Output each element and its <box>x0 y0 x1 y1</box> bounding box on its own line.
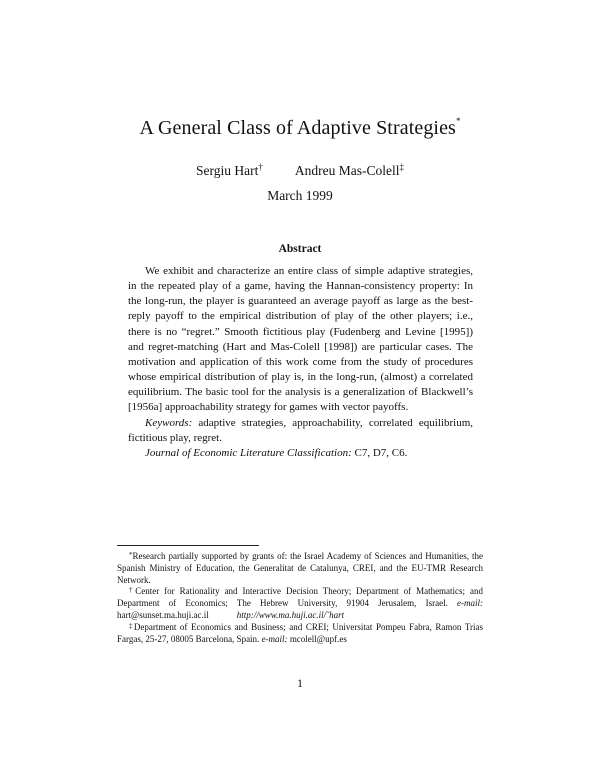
abstract-heading: Abstract <box>278 243 322 255</box>
author-list <box>0 163 600 179</box>
email-address[interactable]: mcolell@upf.es <box>289 633 347 644</box>
email-address[interactable]: hart@sunset.ma.huji.ac.il <box>117 609 209 620</box>
footnote <box>117 586 483 621</box>
email-label: e-mail: <box>457 598 484 609</box>
footnote <box>117 622 483 646</box>
email-label: e-mail: <box>261 633 288 644</box>
keywords-line <box>128 416 473 446</box>
paper-date: March 1999 <box>267 188 333 203</box>
footnote-text: Research partially supported by grants of: the Israel Academy of Sciences and Humanities, the Spanish Ministry of Education, the Generalitat de Catalunya, CREI, and the EU-TMR Research Network. <box>117 551 483 585</box>
footnote-text: Department of Economics and Business; and CREI; Universitat Pompeu Fabra, Ramon Trias Fargas, 25-27, 08005 Barcelona, Spain. <box>117 621 483 644</box>
footnote-mark: * <box>129 551 133 559</box>
jel-line <box>128 446 473 461</box>
homepage-link[interactable]: http://www.ma.huji.ac.il/˜hart <box>236 609 345 620</box>
keywords-text: adaptive strategies, approachability, correlated equilibrium, fictitious play, regret. <box>128 416 474 444</box>
footnote-mark: † <box>129 586 136 595</box>
footnote-text: Center for Rationality and Interactive Decision Theory; Department of Mathematics; and Department of Economics; The Hebrew University, 91904 Jerusalem, Israel. <box>117 586 484 609</box>
author-name: Andreu Mas-Colell <box>294 163 400 178</box>
author-name: Sergiu Hart <box>196 163 259 178</box>
footnote-rule <box>117 545 259 546</box>
paper-title <box>0 117 600 140</box>
author-footnote-mark: † <box>258 162 263 172</box>
page-number: 1 <box>297 676 303 690</box>
footnote <box>117 551 483 586</box>
title-footnote-mark: * <box>455 116 461 126</box>
abstract-section <box>128 264 473 461</box>
jel-codes: C7, D7, C6. <box>354 446 408 459</box>
footnotes <box>117 551 483 645</box>
abstract-body: We exhibit and characterize an entire class of simple adaptive strategies, in the repeated play of a game, having the Hannan-consistency property: In the long-run, the player is guaranteed an average payoff as large as the best-reply payoff to the empirical distribution of play of the other players; i.e., there is no “regret.” Smooth fictitious play (Fudenberg and Levine [1995]) and regret-matching (Hart and Mas-Colell [1998]) are particular cases. The motivation and application of this work come from the study of procedures whose empirical distribution of play is, in the long-run, (almost) a correlated equilibrium. The basic tool for the analysis is a generalization of Blackwell’s [1956a] approachability strategy for games with vector payoffs. <box>128 265 473 414</box>
jel-label: Journal of Economic Literature Classification: <box>145 446 352 459</box>
author-footnote-mark: ‡ <box>399 162 404 172</box>
title-text: A General Class of Adaptive Strategies <box>139 117 456 139</box>
keywords-label: Keywords: <box>145 416 193 429</box>
footnote-mark: ‡ <box>129 621 134 630</box>
